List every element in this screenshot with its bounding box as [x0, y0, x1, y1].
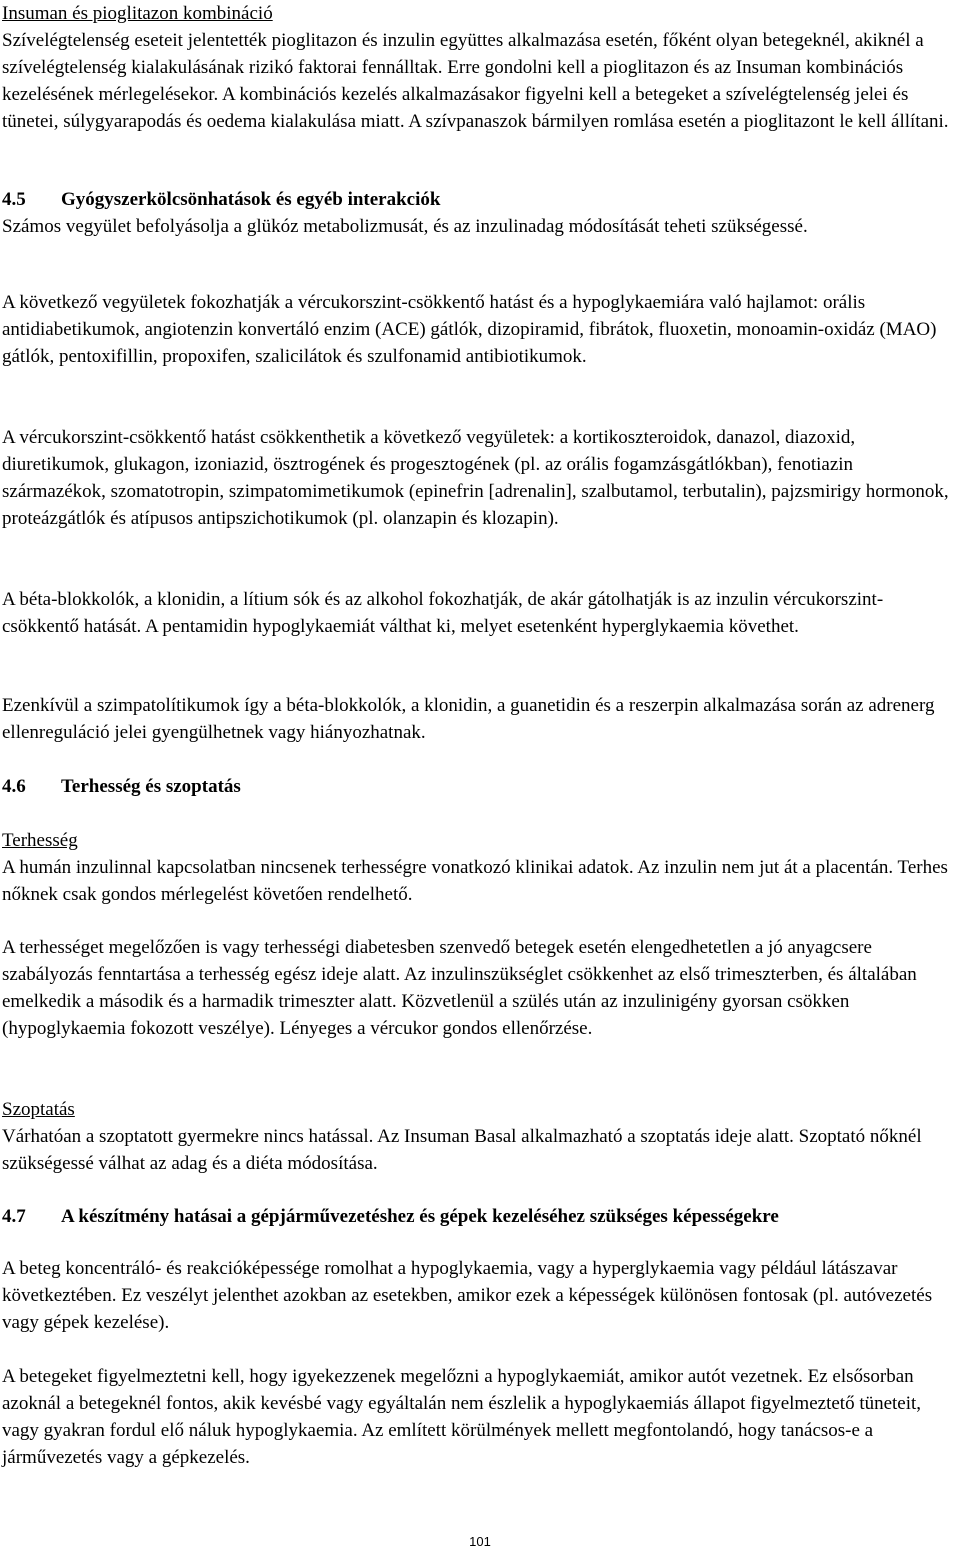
section-number: 4.7	[2, 1206, 26, 1227]
section-number: 4.6	[2, 776, 26, 797]
pregnancy-para-2: A terhességet megelőzően is vagy terhességi diabetesben szenvedő betegek esetén elengedhetetlen a jó anyagcsere szabályozás fenntartása a terhesség egész ideje alatt. Az inzulinszükséglet csökkenhet az első trimeszterben, és általában emelkedik a második és a harmadik trimeszter alatt. Közvetlenül a szülés után az inzulinigény gyorsan csökken (hypoglykaemia fokozott veszélye). Lényeges a vércukor gondos ellenőrzése.	[2, 937, 917, 1039]
combo-paragraph: Szívelégtelenség eseteit jelentették pioglitazon és inzulin együttes alkalmazása esetén, főként olyan betegeknél, akiknél a szívelégtelenség kialakulásának rizikó faktorai fennálltak. Erre gondolni kell a pioglitazon és az Insuman kombinációs kezelésének mérlegelésekor. A kombinációs kezelés alkalmazásakor figyelni kell a betegeket a szívelégtelenség jelei és tünetei, súlygyarapodás és oedema kialakulása miatt. A szívpanaszok bármilyen romlása esetén a pioglitazont le kell állítani.	[2, 30, 949, 132]
section-title: Terhesség és szoptatás	[61, 776, 241, 797]
breastfeeding-heading: Szoptatás	[2, 1099, 75, 1120]
section-title: A készítmény hatásai a gépjárművezetéshez és gépek kezeléséhez szükséges képességekre	[61, 1206, 779, 1227]
section-title: Gyógyszerkölcsönhatások és egyéb interakciók	[61, 189, 441, 210]
interactions-para-4: Ezenkívül a szimpatolítikumok így a béta-blokkolók, a klonidin, a guanetidin és a reszerpin alkalmazása során az adrenerg ellenreguláció jelei gyengülhetnek vagy hiányozhatnak.	[2, 695, 935, 743]
driving-para-2: A betegeket figyelmeztetni kell, hogy igyekezzenek megelőzni a hypoglykaemiát, amikor autót vezetnek. Ez elsősorban azoknál a betegeknél fontos, akik kevésbé vagy egyáltalán nem észlelik a hypoglykaemiás állapot figyelmeztető tüneteit, vagy gyakran fordul elő náluk hypoglykaemia. Az említett körülmények mellett megfontolandó, hogy tanácsos-e a járművezetés vagy a gépkezelés.	[2, 1366, 922, 1468]
interactions-intro: Számos vegyület befolyásolja a glükóz metabolizmusát, és az inzulinadag módosítását teheti szükségessé.	[2, 216, 808, 237]
page-number: 101	[469, 1534, 491, 1549]
pregnancy-para-1: A humán inzulinnal kapcsolatban nincsenek terhességre vonatkozó klinikai adatok. Az inzulin nem jut át a placentán. Terhes nőknek csak gondos mérlegelést követően rendelhető.	[2, 857, 948, 905]
driving-para-1: A beteg koncentráló- és reakcióképessége romolhat a hypoglykaemia, vagy a hyperglykaemia vagy például látászavar következtében. Ez veszélyt jelenthet azokban az esetekben, amikor ezek a képességek különösen fontosak (pl. autóvezetés vagy gépek kezelése).	[2, 1258, 933, 1333]
pregnancy-heading: Terhesség	[2, 830, 78, 851]
section-number: 4.5	[2, 189, 26, 210]
section-4-7-heading	[2, 1203, 956, 1230]
interactions-para-2: A vércukorszint-csökkentő hatást csökkenthetik a következő vegyületek: a kortikoszteroidok, danazol, diazoxid, diuretikumok, glukagon, izoniazid, ösztrogének és progesztogének (pl. az orális fogamzásgátlókban), fenotiazin származékok, szomatotropin, szimpatomimetikumok (epinefrin [adrenalin], szalbutamol, terbutalin), pajzsmirigy hormonok, proteázgátlók és atípusos antipszichotikumok (pl. olanzapin és klozapin).	[2, 427, 949, 529]
breastfeeding-para-1: Várhatóan a szoptatott gyermekre nincs hatással. Az Insuman Basal alkalmazható a szoptatás ideje alatt. Szoptató nőknél szükségessé válhat az adag és a diéta módosítása.	[2, 1126, 922, 1174]
section-4-5-heading	[2, 186, 956, 213]
interactions-para-3: A béta-blokkolók, a klonidin, a lítium sók és az alkohol fokozhatják, de akár gátolhatják is az inzulin vércukorszint-csökkentő hatását. A pentamidin hypoglykaemiát válthat ki, melyet esetenként hyperglykaemia követhet.	[2, 589, 884, 637]
section-4-6-heading	[2, 773, 956, 800]
combo-heading: Insuman és pioglitazon kombináció	[2, 3, 273, 24]
interactions-para-1: A következő vegyületek fokozhatják a vércukorszint-csökkentő hatást és a hypoglykaemiára való hajlamot: orális antidiabetikumok, angiotenzin konvertáló enzim (ACE) gátlók, dizopiramid, fibrátok, fluoxetin, monoamin-oxidáz (MAO) gátlók, pentoxifillin, propoxifen, szalicilátok és szulfonamid antibiotikumok.	[2, 292, 937, 367]
